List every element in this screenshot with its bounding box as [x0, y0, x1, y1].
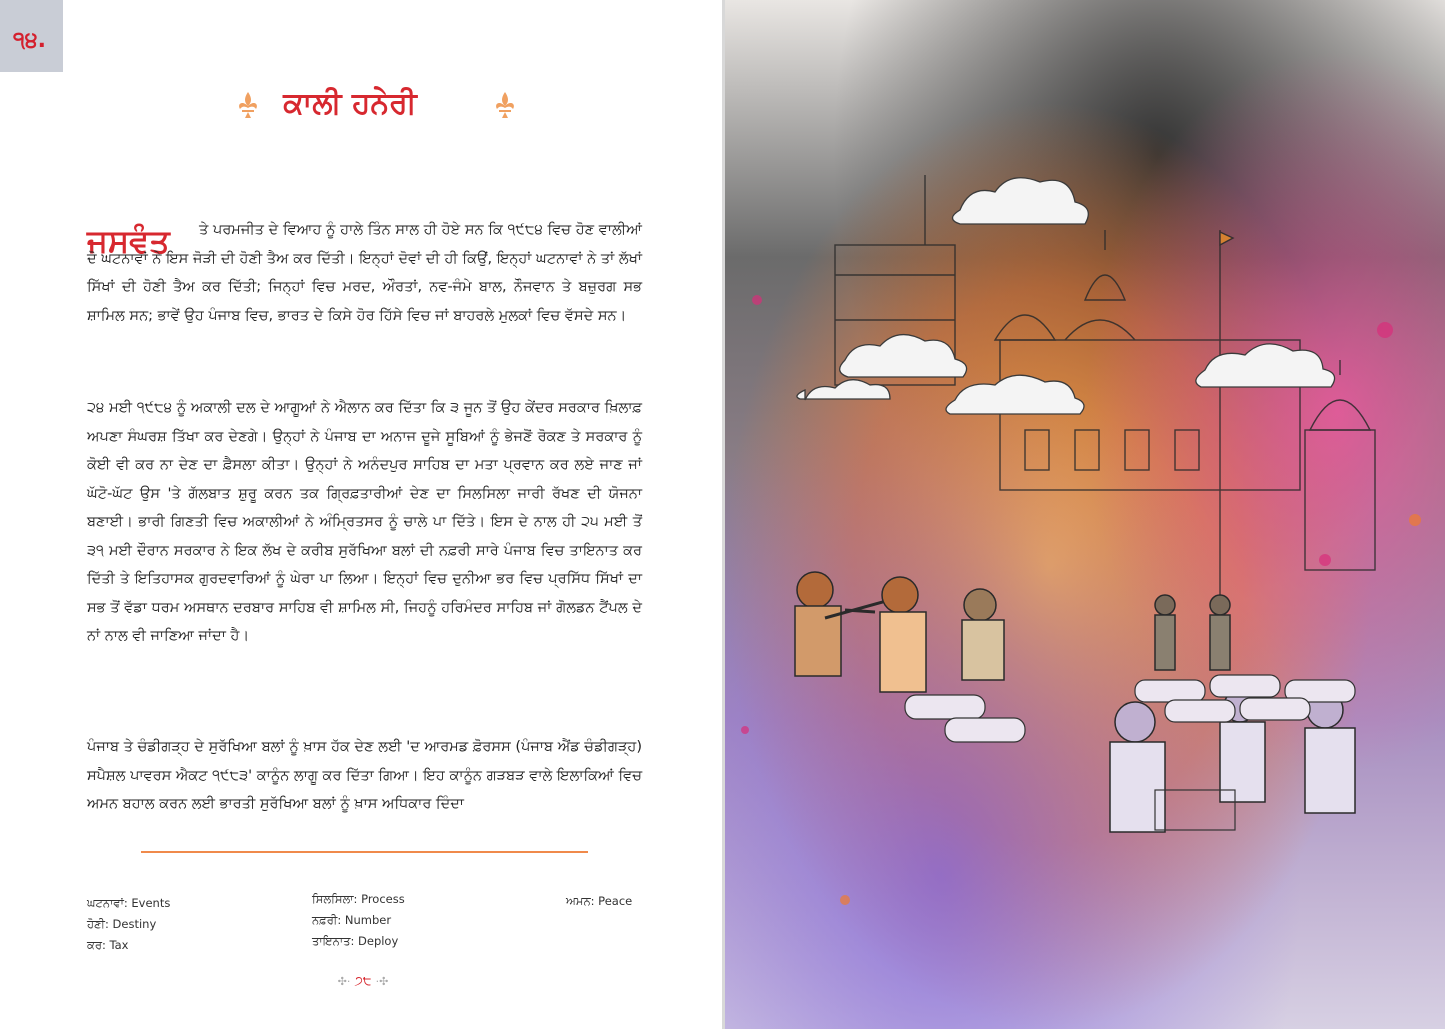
glossary-entry: ਕਰ: Tax	[87, 938, 129, 952]
page-title: ਕਾਲੀ ਹਨੇਰੀ	[283, 86, 417, 121]
illustration-page	[725, 0, 1445, 1029]
glossary-entry: ਨਫ਼ਰੀ: Number	[312, 913, 392, 927]
paragraph-1: ਤੇ ਪਰਮਜੀਤ ਦੇ ਵਿਆਹ ਨੂੰ ਹਾਲੇ ਤਿੰਨ ਸਾਲ ਹੀ ਹੋਏ ਸਨ ਕਿ ੧੯੮੪ ਵਿਚ ਹੋਣ ਵਾਲੀਆਂ ਦੋ ਘਟਨਾਵਾਂ ਨੇ ਇਸ ਜੋੜੀ ਦੀ ਹੋਣੀ ਤੈਅ ਕਰ ਦਿੱਤੀ। ਇਨ੍ਹਾਂ ਦੋਵਾਂ ਦੀ ਹੀ ਕਿਉਂ, ਇਨ੍ਹਾਂ ਘਟਨਾਵਾਂ ਨੇ ਤਾਂ ਲੱਖਾਂ ਸਿੱਖਾਂ ਦੀ ਹੋਣੀ ਤੈਅ ਕਰ ਦਿੱਤੀ; ਜਿਨ੍ਹਾਂ ਵਿਚ ਮਰਦ, ਔਰਤਾਂ, ਨਵ-ਜੰਮੇ ਬਾਲ, ਨੌਜਵਾਨ ਤੇ ਬਜ਼ੁਰਗ ਸਭ ਸ਼ਾਮਿਲ ਸਨ; ਭਾਵੇਂ ਉਹ ਪੰਜਾਬ ਵਿਚ, ਭਾਰਤ ਦੇ ਕਿਸੇ ਹੋਰ ਹਿੱਸੇ ਵਿਚ ਜਾਂ ਬਾਹਰਲੇ ਮੁਲਕਾਂ ਵਿਚ ਵੱਸਦੇ ਸਨ।	[87, 222, 642, 324]
glossary-column-2	[312, 889, 405, 952]
page-number: ੭੮	[354, 974, 372, 989]
text-page	[0, 0, 722, 1029]
chapter-number: ੧੪.	[13, 28, 46, 53]
glossary-column-3	[566, 891, 632, 912]
glossary-entry: ਹੋਣੀ: Destiny	[87, 917, 157, 931]
folio-ornament-icon: ·✣	[375, 975, 389, 988]
glossary-entry: ਅਮਨ: Peace	[566, 894, 633, 908]
glossary-column-1	[87, 893, 170, 956]
folio-ornament-icon: ✣·	[337, 975, 351, 988]
divider-rule	[141, 851, 588, 853]
glossary-entry: ਸਿਲਸਿਲਾ: Process	[312, 892, 405, 906]
fleur-ornament-icon	[492, 90, 518, 120]
golden-temple-siege-illustration-icon	[725, 0, 1445, 1029]
lead-word: ਜਸਵੰਤ	[87, 222, 170, 260]
title-row	[180, 82, 520, 132]
paragraph-2: ੨੪ ਮਈ ੧੯੮੪ ਨੂੰ ਅਕਾਲੀ ਦਲ ਦੇ ਆਗੂਆਂ ਨੇ ਐਲਾਨ ਕਰ ਦਿੱਤਾ ਕਿ ੩ ਜੂਨ ਤੋਂ ਉਹ ਕੇਂਦਰ ਸਰਕਾਰ ਖ਼ਿਲਾਫ਼ ਅਪਣਾ ਸੰਘਰਸ਼ ਤਿੱਖਾ ਕਰ ਦੇਣਗੇ। ਉਨ੍ਹਾਂ ਨੇ ਪੰਜਾਬ ਦਾ ਅਨਾਜ ਦੂਜੇ ਸੂਬਿਆਂ ਨੂੰ ਭੇਜਣੋਂ ਰੋਕਣ ਤੇ ਸਰਕਾਰ ਨੂੰ ਕੋਈ ਵੀ ਕਰ ਨਾ ਦੇਣ ਦਾ ਫ਼ੈਸਲਾ ਕੀਤਾ। ਉਨ੍ਹਾਂ ਨੇ ਅਨੰਦਪੁਰ ਸਾਹਿਬ ਦਾ ਮਤਾ ਪ੍ਰਵਾਨ ਕਰ ਲਏ ਜਾਣ ਜਾਂ ਘੱਟੋ-ਘੱਟ ਉਸ 'ਤੇ ਗੱਲਬਾਤ ਸ਼ੁਰੂ ਕਰਨ ਤਕ ਗ੍ਰਿਫ਼ਤਾਰੀਆਂ ਦੇਣ ਦਾ ਸਿਲਸਿਲਾ ਜਾਰੀ ਰੱਖਣ ਦੀ ਯੋਜਨਾ ਬਣਾਈ। ਭਾਰੀ ਗਿਣਤੀ ਵਿਚ ਅਕਾਲੀਆਂ ਨੇ ਅੰਮ੍ਰਿਤਸਰ ਨੂੰ ਚਾਲੇ ਪਾ ਦਿੱਤੇ। ਇਸ ਦੇ ਨਾਲ ਹੀ ੨੫ ਮਈ ਤੋਂ ੩੧ ਮਈ ਦੌਰਾਨ ਸਰਕਾਰ ਨੇ ਇਕ ਲੱਖ ਦੇ ਕਰੀਬ ਸੁਰੱਖਿਆ ਬਲਾਂ ਦੀ ਨਫ਼ਰੀ ਸਾਰੇ ਪੰਜਾਬ ਵਿਚ ਤਾਇਨਾਤ ਕਰ ਦਿੱਤੀ ਤੇ ਇਤਿਹਾਸਕ ਗੁਰਦਵਾਰਿਆਂ ਨੂੰ ਘੇਰਾ ਪਾ ਲਿਆ। ਇਨ੍ਹਾਂ ਵਿਚ ਦੁਨੀਆ ਭਰ ਵਿਚ ਪ੍ਰਸਿੱਧ ਸਿੱਖਾਂ ਦਾ ਸਭ ਤੋਂ ਵੱਡਾ ਧਰਮ ਅਸਥਾਨ ਦਰਬਾਰ ਸਾਹਿਬ ਵੀ ਸ਼ਾਮਿਲ ਸੀ, ਜਿਹਨੂੰ ਹਰਿਮੰਦਰ ਸਾਹਿਬ ਜਾਂ ਗੋਲਡਨ ਟੈਂਪਲ ਦੇ ਨਾਂ ਨਾਲ ਵੀ ਜਾਣਿਆ ਜਾਂਦਾ ਹੈ।	[87, 400, 642, 644]
chapter-tab	[0, 0, 63, 72]
glossary-entry: ਤਾਇਨਾਤ: Deploy	[312, 934, 399, 948]
paragraph-3: ਪੰਜਾਬ ਤੇ ਚੰਡੀਗੜ੍ਹ ਦੇ ਸੁਰੱਖਿਆ ਬਲਾਂ ਨੂੰ ਖ਼ਾਸ ਹੱਕ ਦੇਣ ਲਈ 'ਦ ਆਰਮਡ ਫ਼ੋਰਸਸ (ਪੰਜਾਬ ਐਂਡ ਚੰਡੀਗੜ੍ਹ) ਸਪੈਸ਼ਲ ਪਾਵਰਸ ਐਕਟ ੧੯੮੩' ਕਾਨੂੰਨ ਲਾਗੂ ਕਰ ਦਿੱਤਾ ਗਿਆ। ਇਹ ਕਾਨੂੰਨ ਗੜਬੜ ਵਾਲੇ ਇਲਾਕਿਆਂ ਵਿਚ ਅਮਨ ਬਹਾਲ ਕਰਨ ਲਈ ਭਾਰਤੀ ਸੁਰੱਖਿਆ ਬਲਾਂ ਨੂੰ ਖ਼ਾਸ ਅਧਿਕਾਰ ਦਿੰਦਾ	[87, 739, 642, 812]
page-folio	[327, 974, 399, 994]
glossary-entry: ਘਟਨਾਵਾਂ: Events	[87, 896, 171, 910]
